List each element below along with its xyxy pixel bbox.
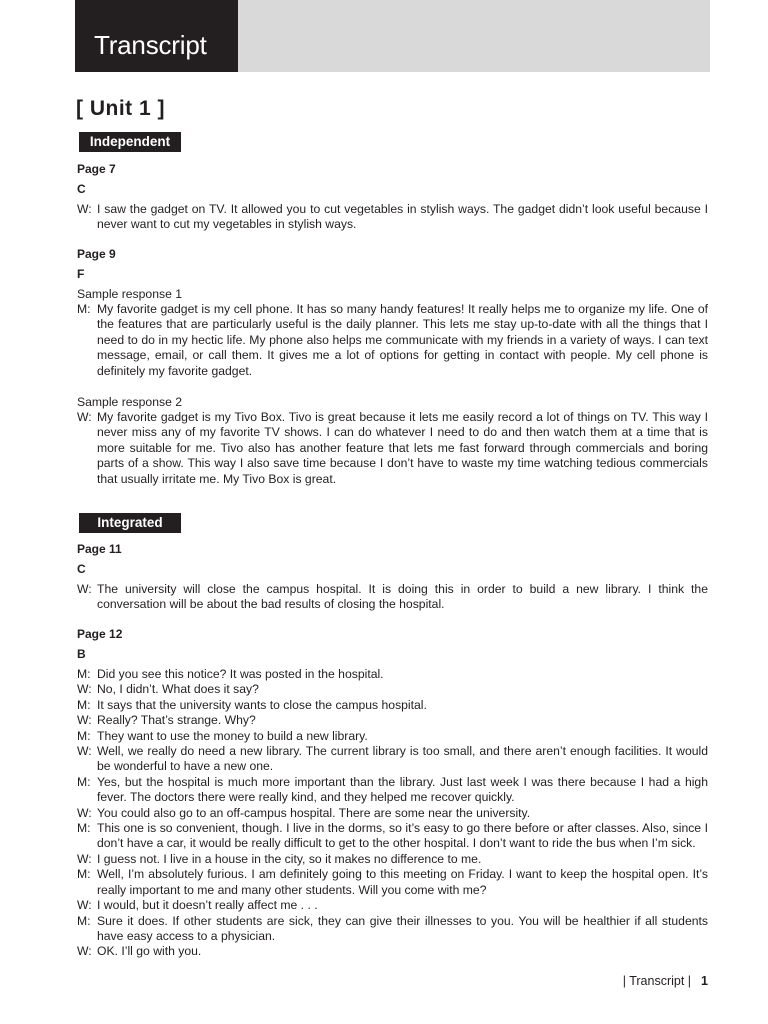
- page-footer: [623, 974, 708, 988]
- speaker-label: M:: [77, 821, 91, 836]
- line-text: This one is so convenient, though. I live in the dorms, so it’s easy to go there before or after classes. Also, since I don’t have a car, it would be really difficult to get to the other hospital. I don’t want to ride the bus when I’m sick.: [97, 821, 708, 851]
- speaker-label: W:: [77, 582, 92, 596]
- line-text: OK. I’ll go with you.: [97, 944, 202, 959]
- transcript-line: [77, 582, 708, 613]
- question-letter: B: [77, 647, 86, 661]
- speaker-label: W:: [77, 805, 92, 820]
- dialogue-line: [77, 898, 708, 913]
- line-text: Well, I’m absolutely furious. I am definitely going to this meeting on Friday. I want to keep the hospital open. It’s really important to me and many other students. Will you come with me?: [97, 867, 708, 897]
- speaker-label: W:: [77, 944, 92, 959]
- speaker-label: W:: [77, 744, 92, 759]
- line-text: I guess not. I live in a house in the city, so it makes no difference to me.: [97, 851, 482, 866]
- speaker-label: M:: [77, 867, 91, 882]
- transcript-line: [77, 302, 708, 379]
- question-letter: F: [77, 267, 85, 281]
- line-text: Really? That’s strange. Why?: [97, 713, 256, 728]
- page-heading: Page 12: [77, 627, 123, 641]
- line-text: Did you see this notice? It was posted in the hospital.: [97, 667, 384, 681]
- independent-page9-block: [77, 247, 708, 379]
- independent-page7-block: [77, 162, 708, 233]
- sample-response-label: Sample response 1: [77, 287, 183, 301]
- dialogue-line: [77, 867, 708, 898]
- speaker-label: M:: [77, 774, 91, 789]
- dialogue-line: [77, 698, 708, 713]
- line-text: It says that the university wants to close the campus hospital.: [97, 697, 427, 712]
- line-text: I saw the gadget on TV. It allowed you to cut vegetables in stylish ways. The gadget didn’t look useful because I never want to cut my vegetables in stylish ways.: [97, 202, 708, 232]
- speaker-label: W:: [77, 898, 92, 913]
- dialogue-line: [77, 821, 708, 852]
- speaker-label: M:: [77, 913, 91, 928]
- page-heading: Page 7: [77, 162, 116, 176]
- speaker-label: M:: [77, 697, 91, 712]
- line-text: The university will close the campus hospital. It is doing this in order to build a new library. I think the conversation will be about the bad results of closing the hospital.: [97, 582, 708, 612]
- unit-title: [ Unit 1 ]: [76, 97, 165, 120]
- dialogue-line: [77, 806, 708, 821]
- section-label-independent: Independent: [79, 132, 181, 152]
- dialogue-line: [77, 667, 708, 682]
- integrated-page11-block: [77, 542, 708, 613]
- line-text: Yes, but the hospital is much more important than the library. Just last week I was there because I had a high fever. The doctors there were really kind, and they helped me recover quickly.: [97, 774, 708, 805]
- section-label-integrated: Integrated: [79, 513, 181, 533]
- integrated-page12-block: [77, 627, 708, 960]
- speaker-label: W:: [77, 713, 92, 728]
- line-text: Sure it does. If other students are sick, they can give their illnesses to you. You will be healthier if all students have easy access to a physician.: [97, 913, 708, 943]
- line-text: No, I didn’t. What does it say?: [97, 682, 259, 697]
- question-letter: C: [77, 562, 86, 576]
- line-text: Well, we really do need a new library. The current library is too small, and there aren’t enough facilities. It would be wonderful to have a new one.: [97, 744, 708, 774]
- speaker-label: W:: [77, 410, 92, 424]
- independent-page9-sample2: [77, 395, 708, 487]
- dialogue-line: [77, 713, 708, 728]
- dialogue-line: [77, 914, 708, 945]
- line-text: I would, but it doesn’t really affect me . . .: [97, 898, 318, 913]
- sample-response-label: Sample response 2: [77, 395, 183, 409]
- transcript-line: [77, 202, 708, 233]
- dialogue: [77, 667, 708, 960]
- speaker-label: W:: [77, 682, 92, 697]
- page-heading: Page 9: [77, 247, 116, 261]
- page-heading: Page 11: [77, 542, 122, 556]
- line-text: My favorite gadget is my cell phone. It has so many handy features! It really helps me to organize my life. One of the features that are particularly useful is the daily planner. This lets me stay up-to-date with all the things that I need to do in my hectic life. My phone also helps me communicate with my friends in a variety of ways. I can text message, email, or call them. It gives me a lot of options for getting in contact with people. My cell phone is definitely my favorite gadget.: [97, 302, 708, 378]
- line-text: They want to use the money to build a new library.: [97, 728, 368, 743]
- dialogue-line: [77, 682, 708, 697]
- speaker-label: W:: [77, 851, 92, 866]
- speaker-label: M:: [77, 302, 91, 316]
- dialogue-line: [77, 729, 708, 744]
- speaker-label: M:: [77, 728, 91, 743]
- page-number: 1: [701, 974, 708, 988]
- line-text: You could also go to an off-campus hospital. There are some near the university.: [97, 805, 531, 820]
- footer-label: | Transcript |: [622, 974, 692, 988]
- speaker-label: M:: [77, 667, 91, 681]
- question-letter: C: [77, 182, 86, 196]
- line-text: My favorite gadget is my Tivo Box. Tivo is great because it lets me easily record a lot of things on TV. This way I never miss any of my favorite TV shows. I can do whatever I need to do and then watch them at a time that is more suitable for me. Tivo also has another feature that lets me fast forward through commercials and boring parts of a show. This way I also save time because I don’t have to waste my time watching tedious commercials that usually irritate me. My Tivo Box is great.: [97, 410, 708, 486]
- dialogue-line: [77, 744, 708, 775]
- dialogue-line: [77, 852, 708, 867]
- dialogue-line: [77, 944, 708, 959]
- transcript-line: [77, 410, 708, 487]
- dialogue-line: [77, 775, 708, 806]
- speaker-label: W:: [77, 202, 92, 216]
- page-title: Transcript: [94, 30, 207, 60]
